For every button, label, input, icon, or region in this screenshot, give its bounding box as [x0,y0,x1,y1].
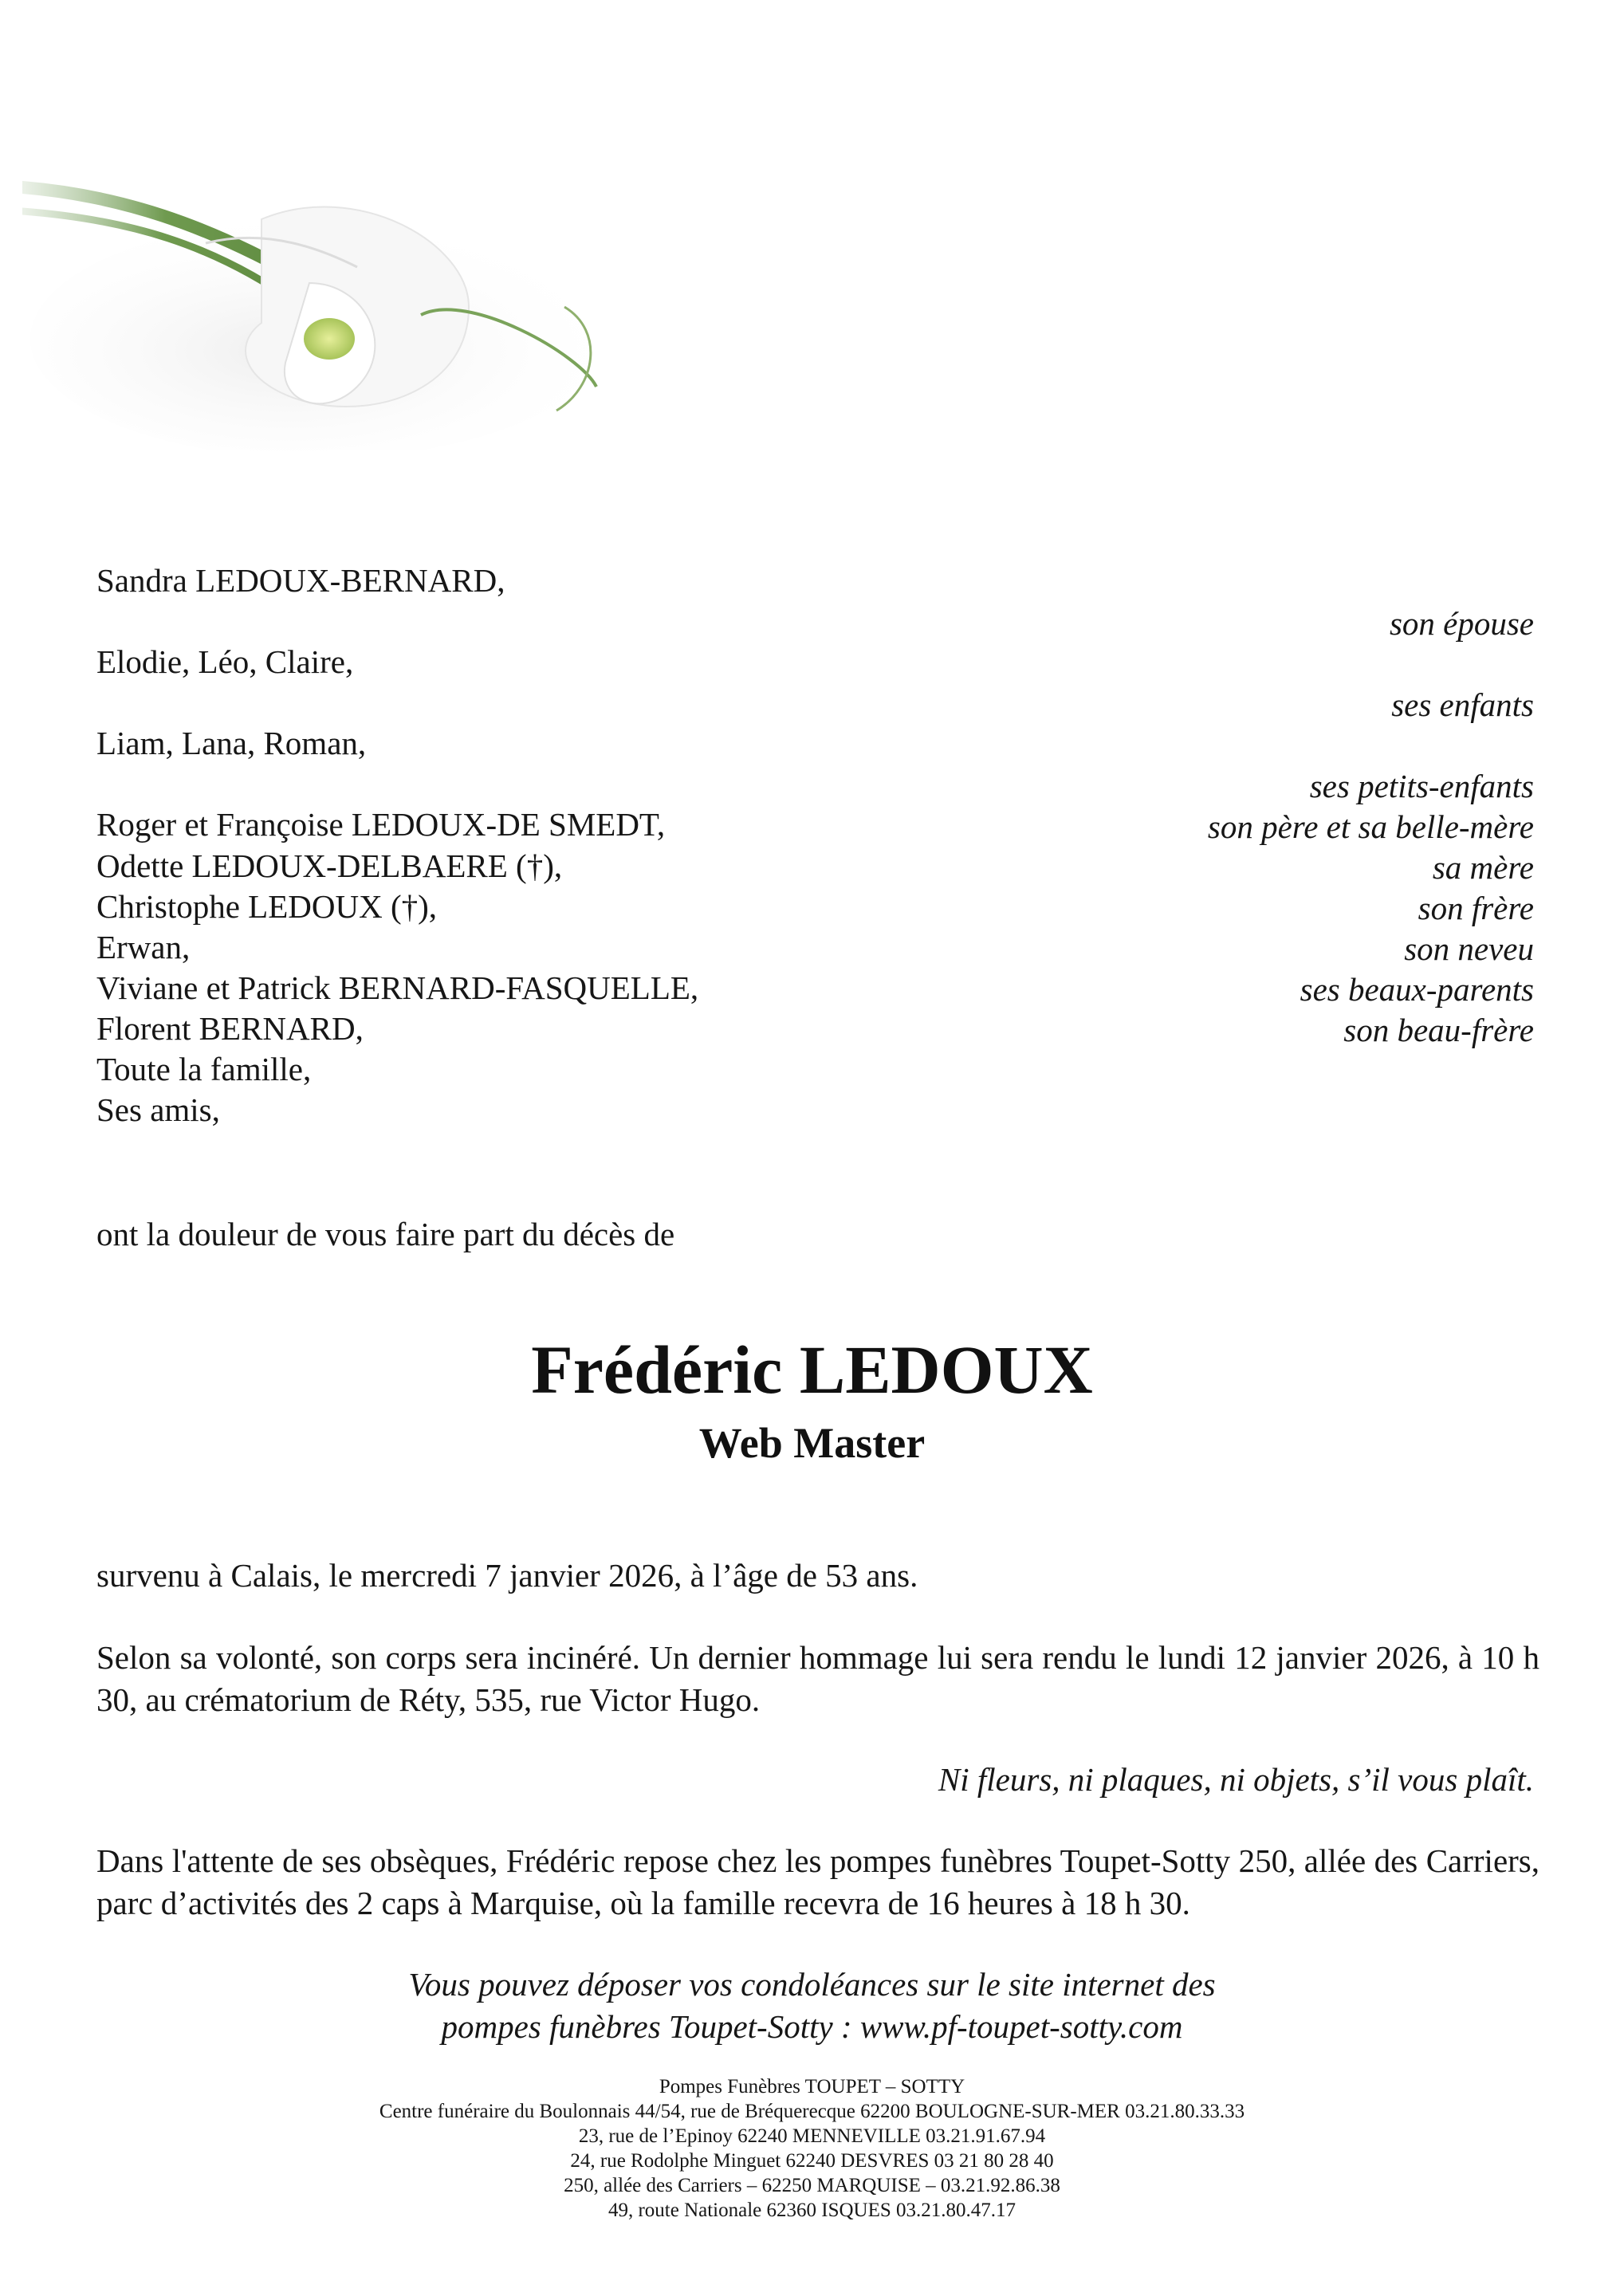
family-name: Liam, Lana, Roman, [96,725,367,761]
family-name: Viviane et Patrick BERNARD-FASQUELLE, [96,969,699,1006]
death-info [96,1555,1539,1597]
footer-address: 23, rue de l’Epinoy 62240 MENNEVILLE 03.21.91.67.94 [578,2125,1046,2147]
family-name: Toute la famille, [96,1051,312,1087]
footer-company: Pompes Funèbres TOUPET – SOTTY [659,2076,965,2097]
family-name: Odette LEDOUX-DELBAERE (†), [96,847,563,884]
ceremony-text: Selon sa volonté, son corps sera incinéré. Un dernier hommage lui sera rendu le lundi 12 janvier 2026, à 10 h 30, au crématorium de Réty, 535, rue Victor Hugo. [96,1639,1539,1718]
family-relation: son père et sa belle-mère [1207,808,1534,845]
footer-address: Centre funéraire du Boulonnais 44/54, rue de Bréquerecque 62200 BOULOGNE-SUR-MER 03.21.80.33.33 [379,2101,1245,2122]
footer-address: 24, rue Rodolphe Minguet 62240 DESVRES 03 21 80 28 40 [570,2150,1054,2172]
no-flowers-notice: Ni fleurs, ni plaques, ni objets, s’il vous plaît. [938,1761,1534,1798]
funeral-home-footer [0,2074,1624,2223]
family-relation: son frère [1418,890,1534,926]
family-relation: ses enfants [1391,686,1534,723]
family-relation: sa mère [1432,849,1534,886]
death-info-text: survenu à Calais, le mercredi 7 janvier 2026, à l’âge de 53 ans. [96,1557,918,1594]
family-name: Sandra LEDOUX-BERNARD, [96,562,505,599]
calla-lily-image [22,147,612,450]
family-name: Florent BERNARD, [96,1010,364,1047]
family-name: Christophe LEDOUX (†), [96,888,438,925]
family-relation: son épouse [1389,605,1534,642]
family-relation: ses petits-enfants [1309,768,1534,804]
family-relation: son beau-frère [1343,1012,1534,1048]
footer-address: 250, allée des Carriers – 62250 MARQUISE – 03.21.92.86.38 [564,2175,1060,2196]
ceremony-info [96,1637,1539,1721]
family-relation: son neveu [1404,930,1534,967]
family-name: Elodie, Léo, Claire, [96,643,354,680]
rest-info-text: Dans l'attente de ses obsèques, Frédéric repose chez les pompes funèbres Toupet-Sotty 250, allée des Carriers, parc d’activités des 2 caps à Marquise, où la famille recevra de 16 heures à 18 h 30. [96,1842,1539,1921]
deceased-name: Frédéric LEDOUX [531,1331,1093,1408]
family-relation: ses beaux-parents [1300,971,1534,1008]
family-name: Roger et Françoise LEDOUX-DE SMEDT, [96,806,666,843]
condolences-line-2: pompes funèbres Toupet-Sotty : www.pf-toupet-sotty.com [441,2008,1183,2045]
deceased-title: Web Master [698,1419,926,1467]
condolences-line-1: Vous pouvez déposer vos condoléances sur le site internet des [408,1966,1216,2003]
announcement-text: ont la douleur de vous faire part du décès de [96,1216,675,1252]
rest-info [96,1840,1539,1924]
footer-address: 49, route Nationale 62360 ISQUES 03.21.80.47.17 [608,2200,1016,2221]
family-name: Erwan, [96,929,191,965]
family-name: Ses amis, [96,1091,220,1128]
